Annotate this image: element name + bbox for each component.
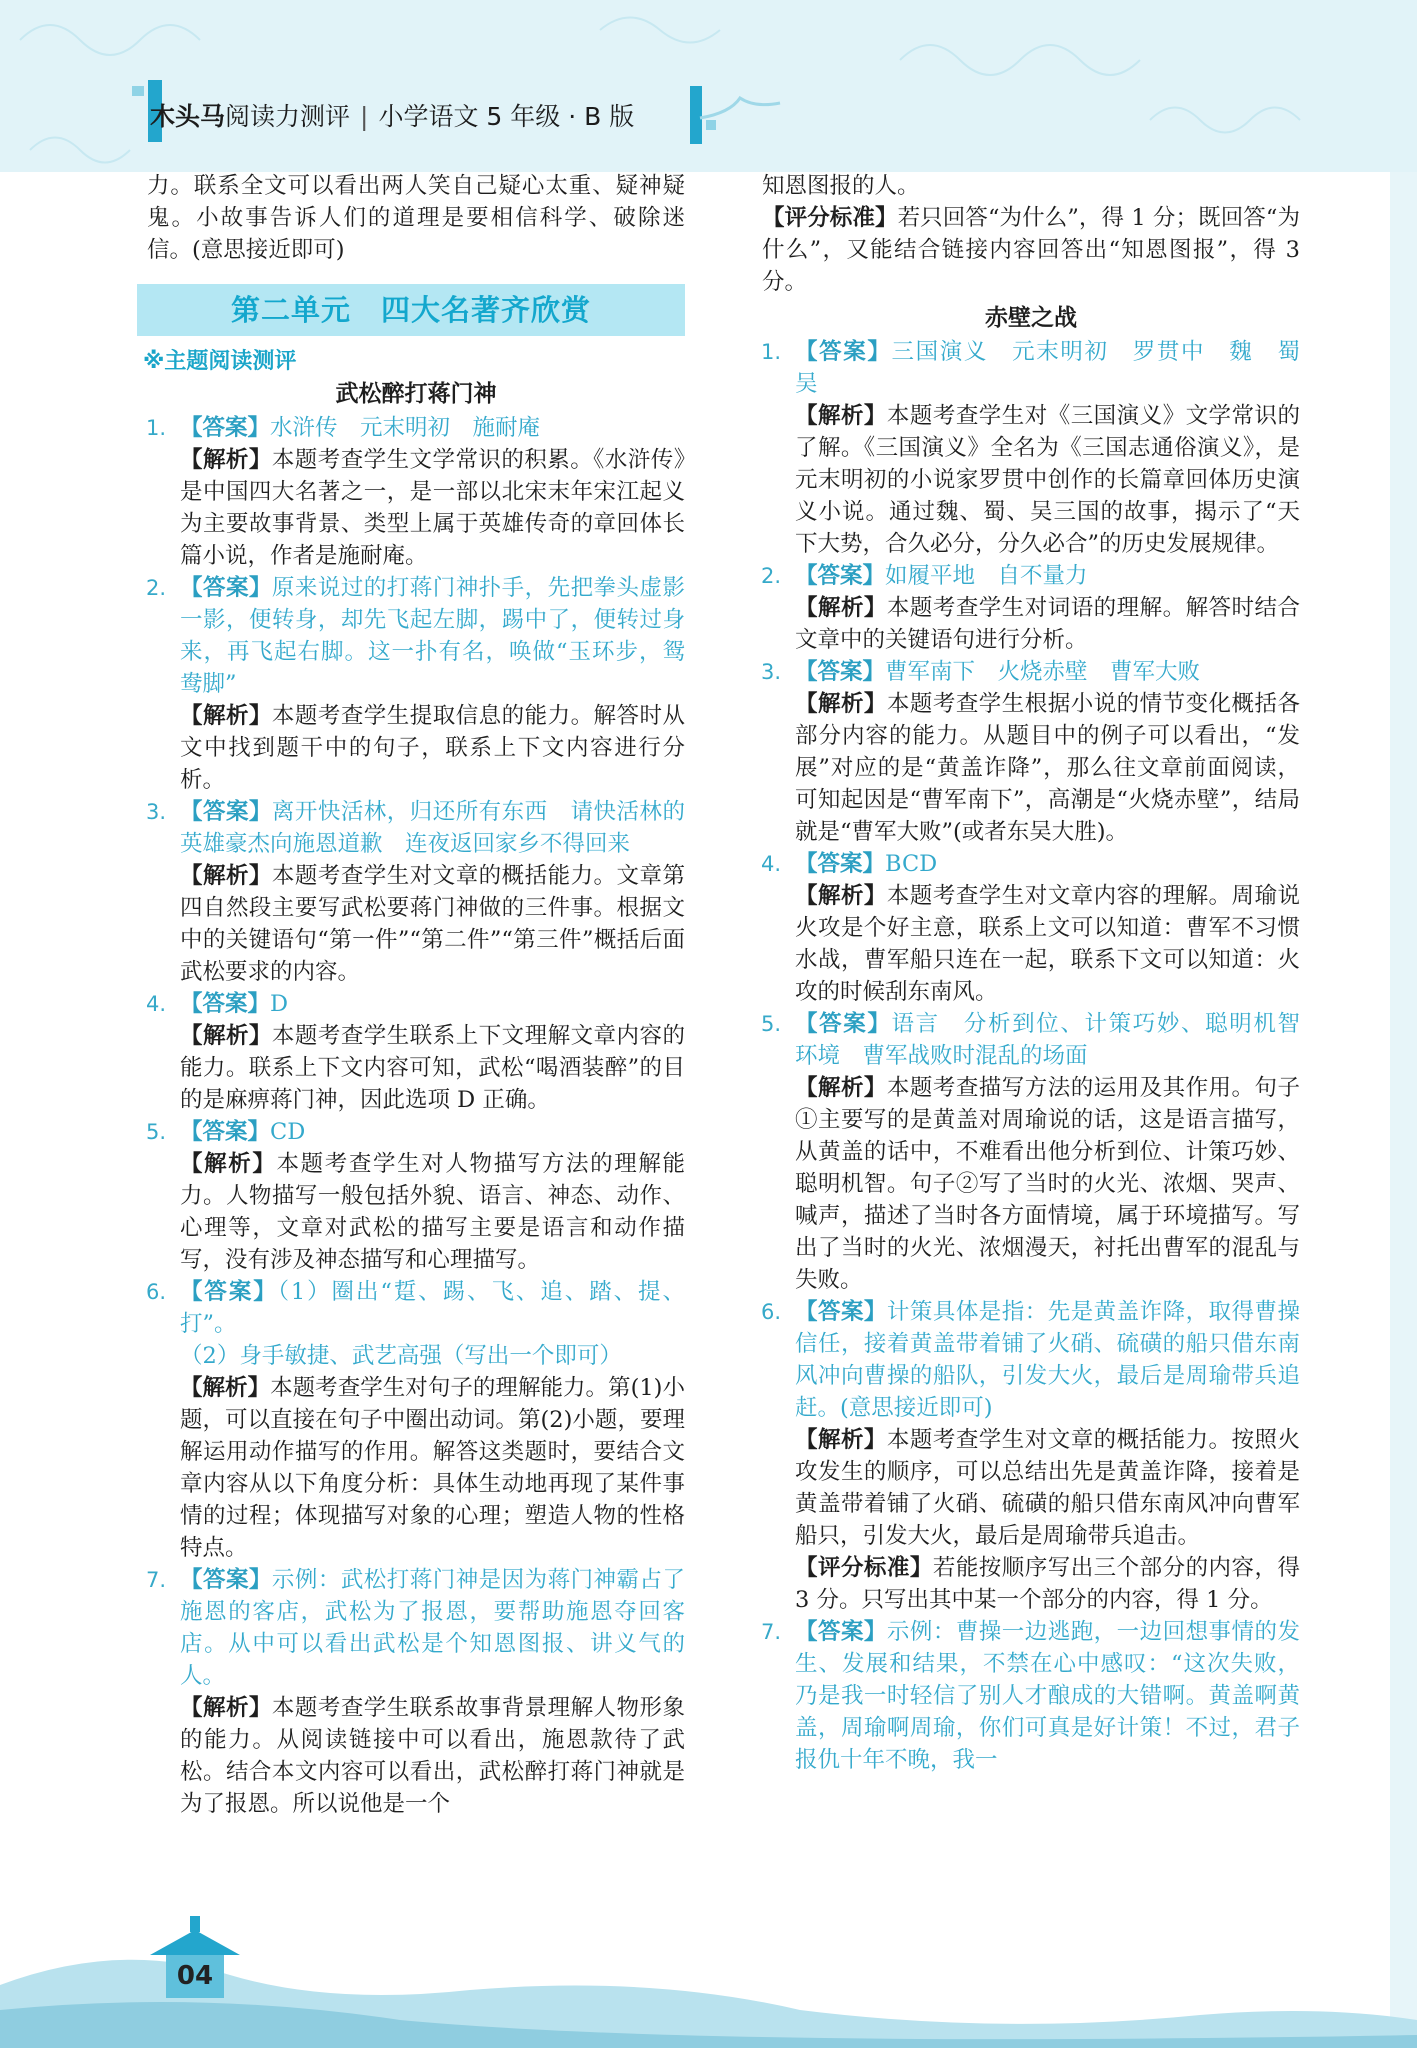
- analysis-tag: 【解析】: [180, 1695, 272, 1721]
- analysis-line: [180, 1692, 685, 1820]
- analysis-line: [795, 688, 1300, 848]
- answer-text: 曹军南下 火烧赤壁 曹军大败: [885, 659, 1201, 685]
- analysis-text: 本题考查学生对句子的理解能力。第(1)小题，可以直接在句子中圈出动词。第(2)小题，要理解运用动作描写的作用。解答这类题时，要结合文章内容从以下角度分析：具体生动地再现了某件事情的过程；体现描写对象的心理；塑造人物的性格特点。: [180, 1375, 685, 1561]
- answer-text: 示例：武松打蒋门神是因为蒋门神霸占了施恩的客店，武松为了报恩，要帮助施恩夺回客店。从中可以看出武松是个知恩图报、讲义气的人。: [180, 1567, 685, 1689]
- answer-tag: 【答案】: [795, 1619, 887, 1645]
- answer-line: [795, 848, 1300, 880]
- answer-text: 语言 分析到位、计策巧妙、聪明机智 环境 曹军战败时混乱的场面: [795, 1011, 1323, 1069]
- question-number: 4.: [761, 852, 782, 876]
- question-item: [761, 1008, 1323, 1296]
- right-column: [761, 170, 1323, 1776]
- analysis-tag: 【解析】: [180, 1023, 272, 1049]
- answer-tag: 【答案】: [795, 339, 892, 365]
- question-number: 2.: [761, 564, 782, 588]
- answer-text: 计策具体是指：先是黄盖诈降，取得曹操信任，接着黄盖带着铺了火硝、硫磺的船只借东南风冲向曹操的船队，引发大火，最后是周瑜带兵追赶。(意思接近即可): [795, 1299, 1300, 1421]
- answer-text: D: [270, 991, 289, 1017]
- answer-tag: 【答案】: [180, 575, 272, 601]
- page-number: 04: [176, 1961, 214, 1991]
- question-item: [147, 1116, 685, 1276]
- question-item: [762, 1616, 1300, 1776]
- analysis-line: [180, 700, 685, 796]
- analysis-line: [795, 400, 1300, 560]
- answer-text: 三国演义 元末明初 罗贯中 魏 蜀 吴: [795, 339, 1323, 397]
- analysis-tag: 【解析】: [795, 691, 887, 717]
- analysis-line: [180, 1372, 685, 1564]
- answer-text: BCD: [885, 851, 938, 877]
- answer-tag: 【答案】: [180, 799, 272, 825]
- question-item: [147, 796, 685, 988]
- answer-line: [180, 988, 685, 1020]
- question-number: 1.: [146, 416, 167, 440]
- criteria-tag: 【评分标准】: [762, 205, 898, 231]
- question-item: [762, 1296, 1300, 1616]
- question-number: 7.: [761, 1620, 782, 1644]
- question-item: [147, 988, 685, 1116]
- article-title: 赤壁之战: [985, 304, 1077, 331]
- question-item: [147, 1564, 685, 1820]
- question-item: [147, 1276, 685, 1564]
- analysis-line: [795, 1072, 1300, 1296]
- question-number: 6.: [146, 1280, 167, 1304]
- page-header: [150, 93, 634, 141]
- analysis-line: [180, 444, 685, 572]
- question-number: 3.: [761, 660, 782, 684]
- answer-text: （1）圈出“踅、踢、飞、追、踏、提、打”。: [180, 1279, 685, 1337]
- answer-tag: 【答案】: [180, 1567, 272, 1593]
- answer-line: [795, 1616, 1300, 1776]
- series-name: 阅读力测评: [225, 102, 351, 131]
- analysis-text: 本题考查学生对文章内容的理解。周瑜说火攻是个好主意，联系上文可以知道：曹军不习惯水战，曹军船只连在一起，联系下文可以知道：火攻的时候刮东南风。: [795, 883, 1300, 1005]
- question-item: [761, 336, 1323, 560]
- question-number: 5.: [146, 1120, 167, 1144]
- analysis-line: [795, 880, 1300, 1008]
- intro-paragraph: 力。联系全文可以看出两人笑自己疑心太重、疑神疑鬼。小故事告诉人们的道理是要相信科学、破除迷信。(意思接近即可): [147, 173, 685, 263]
- analysis-text: 本题考查学生文学常识的积累。《水浒传》是中国四大名著之一，是一部以北宋末年宋江起义为主要故事背景、类型上属于英雄传奇的章回体长篇小说，作者是施耐庵。: [180, 447, 685, 569]
- question-item: [147, 412, 685, 572]
- answer-line: [180, 1276, 685, 1340]
- analysis-line: [795, 1424, 1300, 1552]
- answer-line-2: （2）身手敏捷、武艺高强（写出一个即可）: [180, 1343, 622, 1369]
- answer-line: [795, 1008, 1323, 1072]
- brand-name: 木头马: [150, 102, 226, 131]
- answer-tag: 【答案】: [795, 1299, 887, 1325]
- analysis-text: 本题考查学生对文章的概括能力。文章第四自然段主要写武松要蒋门神做的三件事。根据文中的关键语句“第一件”“第二件”“第三件”概括后面武松要求的内容。: [180, 863, 685, 985]
- criteria-text: 若能按顺序写出三个部分的内容，得 3 分。只写出其中某一个部分的内容，得 1 分。: [795, 1555, 1300, 1613]
- answer-tag: 【答案】: [795, 659, 886, 685]
- analysis-tag: 【解析】: [795, 1427, 887, 1453]
- question-item: [762, 656, 1300, 848]
- answer-line: [795, 1296, 1300, 1424]
- answer-tag: 【答案】: [180, 1279, 278, 1305]
- analysis-tag: 【解析】: [180, 1151, 277, 1177]
- question-number: 4.: [146, 992, 167, 1016]
- question-item: [762, 560, 1300, 656]
- analysis-text: 本题考查学生对词语的理解。解答时结合文章中的关键语句进行分析。: [795, 595, 1300, 653]
- grade-label: 小学语文 5 年级 · B 版: [378, 102, 635, 131]
- analysis-text: 本题考查学生对《三国演义》文学常识的了解。《三国演义》全名为《三国志通俗演义》，是元末明初的小说家罗贯中创作的长篇章回体历史演义小说。通过魏、蜀、吴三国的故事，揭示了“天下大势，合久必分，分久必合”的历史发展规律。: [795, 403, 1300, 557]
- analysis-tag: 【解析】: [180, 703, 272, 729]
- answer-text: 离开快活林，归还所有东西 请快活林的英雄豪杰向施恩道歉 连夜返回家乡不得回来: [180, 799, 685, 857]
- article-title: 武松醉打蒋门神: [335, 380, 497, 407]
- answer-line: [180, 412, 685, 444]
- analysis-line: [180, 860, 685, 988]
- analysis-tag: 【解析】: [180, 1375, 271, 1401]
- analysis-text: 本题考查学生联系上下文理解文章内容的能力。联系上下文内容可知，武松“喝酒装醉”的目的是麻痹蒋门神，因此选项 D 正确。: [180, 1023, 685, 1113]
- answer-tag: 【答案】: [180, 1119, 271, 1145]
- answer-tag: 【答案】: [795, 563, 886, 589]
- answer-tag: 【答案】: [795, 851, 886, 877]
- analysis-tag: 【解析】: [180, 447, 272, 473]
- answer-text: CD: [270, 1119, 306, 1145]
- left-column: [143, 170, 685, 1820]
- analysis-tag: 【解析】: [180, 863, 272, 889]
- question-number: 3.: [146, 800, 167, 824]
- answer-line: [795, 656, 1300, 688]
- analysis-tag: 【解析】: [795, 1075, 887, 1101]
- question-item: [762, 848, 1300, 1008]
- question-number: 1.: [761, 340, 782, 364]
- analysis-line: [180, 1148, 685, 1276]
- answer-text: 水浒传 元末明初 施耐庵: [270, 415, 541, 441]
- analysis-text: 本题考查学生根据小说的情节变化概括各部分内容的能力。从题目中的例子可以看出，“发展”对应的是“黄盖诈降”，那么往文章前面阅读，可知起因是“曹军南下”，高潮是“火烧赤壁”，结局就是“曹军大败”(或者东吴大胜)。: [795, 691, 1300, 845]
- scoring-criteria: [762, 202, 1300, 298]
- answer-text: 原来说过的打蒋门神扑手，先把拳头虚影一影，便转身，却先飞起左脚，踢中了，便转过身来，再飞起右脚。这一扑有名，唤做“玉环步，鸳鸯脚”: [180, 575, 685, 697]
- analysis-tag: 【解析】: [795, 595, 887, 621]
- answer-line: [180, 1564, 685, 1692]
- analysis-text: 本题考查学生对人物描写方法的理解能力。人物描写一般包括外貌、语言、神态、动作、心理等，文章对武松的描写主要是语言和动作描写，没有涉及神态描写和心理描写。: [180, 1151, 685, 1273]
- question-item: [147, 572, 685, 796]
- answer-text: 示例：曹操一边逃跑，一边回想事情的发生、发展和结果，不禁在心中感叹：“这次失败，乃是我一时轻信了别人才酿成的大错啊。黄盖啊黄盖，周瑜啊周瑜，你们可真是好计策！不过，君子报仇十年不晚，我一: [795, 1619, 1300, 1773]
- analysis-text: 本题考查学生联系故事背景理解人物形象的能力。从阅读链接中可以看出，施恩款待了武松。结合本文内容可以看出，武松醉打蒋门神就是为了报恩。所以说他是一个: [180, 1695, 685, 1817]
- answer-line: [795, 336, 1323, 400]
- unit-title: 第二单元 四大名著齐欣赏: [137, 284, 685, 336]
- question-number: 6.: [761, 1300, 782, 1324]
- criteria-text: 若只回答“为什么”，得 1 分；既回答“为什么”，又能结合链接内容回答出“知恩图报”，得 3 分。: [762, 205, 1300, 295]
- answer-line: [180, 572, 685, 700]
- question-number: 2.: [146, 576, 167, 600]
- section-title: ※主题阅读测评: [143, 349, 297, 374]
- analysis-line: [180, 1020, 685, 1116]
- analysis-tag: 【解析】: [795, 883, 887, 909]
- answer-line: [180, 796, 685, 860]
- question-number: 5.: [761, 1012, 782, 1036]
- analysis-text: 本题考查描写方法的运用及其作用。句子①主要写的是黄盖对周瑜说的话，这是语言描写，从黄盖的话中，不难看出他分析到位、计策巧妙、聪明机智。句子②写了当时的火光、浓烟、哭声、喊声，描述了当时各方面情境，属于环境描写。写出了当时的火光、浓烟漫天，衬托出曹军的混乱与失败。: [795, 1075, 1300, 1293]
- question-number: 7.: [146, 1568, 167, 1592]
- answer-tag: 【答案】: [795, 1011, 892, 1037]
- analysis-tag: 【解析】: [795, 403, 887, 429]
- answer-tag: 【答案】: [180, 415, 271, 441]
- header-separator: |: [360, 102, 369, 131]
- answer-tag: 【答案】: [180, 991, 271, 1017]
- analysis-line: [795, 592, 1300, 656]
- answer-text: 如履平地 自不量力: [885, 563, 1088, 589]
- analysis-text: 本题考查学生提取信息的能力。解答时从文中找到题干中的句子，联系上下文内容进行分析。: [180, 703, 685, 793]
- answer-line: [180, 1116, 685, 1148]
- scoring-criteria: [795, 1552, 1300, 1616]
- continuation-text: 知恩图报的人。: [762, 173, 920, 199]
- criteria-tag: 【评分标准】: [795, 1555, 933, 1581]
- answer-line: [795, 560, 1300, 592]
- analysis-text: 本题考查学生对文章的概括能力。按照火攻发生的顺序，可以总结出先是黄盖诈降，接着是黄盖带着铺了火硝、硫磺的船只借东南风冲向曹军船只，引发大火，最后是周瑜带兵追击。: [795, 1427, 1300, 1549]
